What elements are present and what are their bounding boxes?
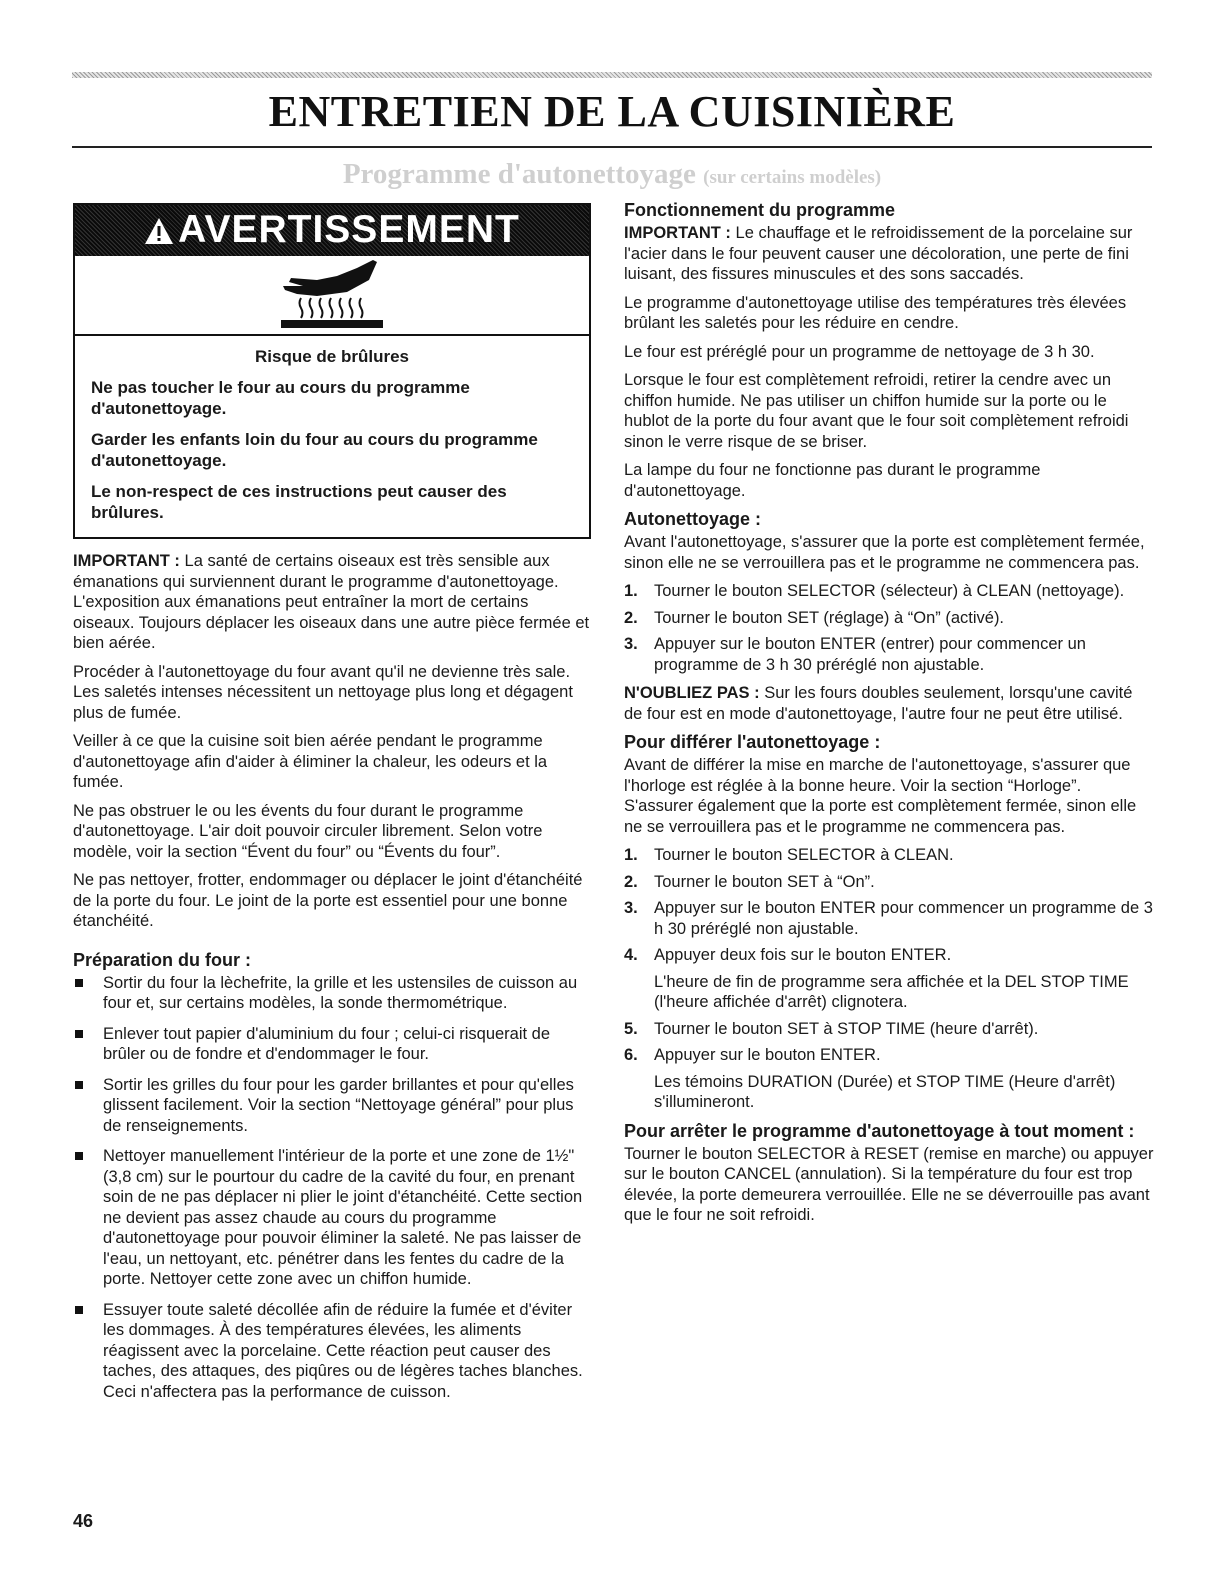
paragraph: Ne pas obstruer le ou les évents du four durant le programme d'autonettoyage. L'air doit pouvoir circuler librement. Selon votre modèle, voir la section “Évent du four” ou “Évents du four”. xyxy=(73,801,543,861)
step-item xyxy=(624,581,1154,602)
step-item xyxy=(624,608,1154,629)
list-item xyxy=(73,1300,591,1403)
list-item-text: Sortir du four la lèchefrite, la grille et les ustensiles de cuisson au four et, sur certains modèles, la sonde thermométrique. xyxy=(103,973,578,1012)
step-text: Appuyer sur le bouton ENTER pour commencer un programme de 3 h 30 préréglé non ajustable. xyxy=(654,899,1153,938)
paragraph: La lampe du four ne fonctionne pas durant le programme d'autonettoyage. xyxy=(624,461,1041,500)
bullet-icon xyxy=(75,1306,83,1314)
auto-heading: Autonettoyage : xyxy=(624,509,761,529)
step-item xyxy=(624,1019,1154,1040)
delay-heading: Pour différer l'autonettoyage : xyxy=(624,732,881,752)
step-note: Les témoins DURATION (Durée) et STOP TIME (Heure d'arrêt) s'illumineront. xyxy=(654,1072,1116,1111)
list-item-text: Enlever tout papier d'aluminium du four ; celui-ci risquerait de brûler ou de fondre et d'endommager le four. xyxy=(103,1024,551,1063)
warning-line: Le non-respect de ces instructions peut causer des brûlures. xyxy=(91,482,507,522)
list-item xyxy=(73,973,591,1014)
title-divider xyxy=(72,146,1152,148)
stop-text: Tourner le bouton SELECTOR à RESET (remise en marche) ou appuyer sur le bouton CANCEL (annulation). Si la température du four est trop élevée, la porte demeurera verrouillée. Elle ne se déverrouille pas avant que le four ne soit refroidi. xyxy=(624,1144,1154,1224)
step-number: 1. xyxy=(624,846,638,864)
step-number: 6. xyxy=(624,1046,638,1064)
prep-list xyxy=(73,973,591,1403)
warning-line: Ne pas toucher le four au cours du programme d'autonettoyage. xyxy=(91,378,470,418)
list-item-text: Sortir les grilles du four pour les garder brillantes et pour qu'elles glissent facilement. Voir la section “Nettoyage général” pour plus de renseignements. xyxy=(103,1075,574,1135)
important-text: La santé de certains oiseaux est très sensible aux émanations qui surviennent durant le programme d'autonettoyage. L'exposition aux émanations peut entraîner la mort de certains oiseaux. Toujours déplacer les oiseaux dans une autre pièce fermée et bien aérée. xyxy=(73,552,590,652)
step-text: Tourner le bouton SELECTOR (sélecteur) à CLEAN (nettoyage). xyxy=(654,582,1125,600)
warning-hazard: Risque de brûlures xyxy=(255,347,409,366)
step-number: 2. xyxy=(624,608,638,627)
remember-label: N'OUBLIEZ PAS : xyxy=(624,684,760,702)
warning-body xyxy=(75,336,589,537)
important-note xyxy=(73,551,591,654)
list-item xyxy=(73,1146,591,1290)
paragraph: Veiller à ce que la cuisine soit bien aérée pendant le programme d'autonettoyage afin d'aider à éliminer la chaleur, les odeurs et la fumée. xyxy=(73,732,548,791)
warning-icon-area xyxy=(75,256,589,336)
step-text: Appuyer sur le bouton ENTER. xyxy=(654,1046,881,1064)
left-column xyxy=(73,203,591,1412)
step-number: 4. xyxy=(624,946,638,964)
step-text: Appuyer deux fois sur le bouton ENTER. xyxy=(654,946,952,964)
step-item xyxy=(624,898,1154,939)
bullet-icon xyxy=(75,1030,83,1038)
hot-surface-hand-icon xyxy=(277,258,387,332)
prep-heading: Préparation du four : xyxy=(73,949,252,970)
step-number: 1. xyxy=(624,582,638,600)
step-text: Appuyer sur le bouton ENTER (entrer) pour commencer un programme de 3 h 30 préréglé non ajustable. xyxy=(654,635,1086,674)
paragraph: Ne pas nettoyer, frotter, endommager ou déplacer le joint d'étanchéité de la porte du four. Le joint de la porte est essentiel pour une bonne étanchéité. xyxy=(73,871,583,930)
section-subtitle: (sur certains modèles) xyxy=(703,167,882,188)
paragraph: Le programme d'autonettoyage utilise des températures très élevées brûlant les saletés pour les réduire en cendre. xyxy=(624,293,1127,332)
list-item-text: Essuyer toute saleté décollée afin de réduire la fumée et d'éviter les dommages. À des températures élevées, les aliments réagissent avec la porcelaine. Cette réaction peut causer des taches, des attaques, des piqûres ou de légères taches blanches. Ceci n'affectera pas la performance de cuisson. xyxy=(103,1300,583,1401)
step-item xyxy=(624,872,1154,893)
bullet-icon xyxy=(75,1081,83,1089)
auto-steps xyxy=(624,581,1154,675)
bullet-icon xyxy=(75,1152,83,1160)
auto-intro: Avant l'autonettoyage, s'assurer que la porte est complètement fermée, sinon elle ne se verrouillera pas et le programme ne commencera pas. xyxy=(624,533,1145,572)
step-text: Tourner le bouton SET (réglage) à “On” (activé). xyxy=(654,608,1005,627)
list-item xyxy=(73,1024,591,1065)
warning-header-text: AVERTISSEMENT xyxy=(178,208,520,252)
page-title: ENTRETIEN DE LA CUISINIÈRE xyxy=(268,87,956,136)
paragraph: Le four est préréglé pour un programme de nettoyage de 3 h 30. xyxy=(624,342,1095,361)
step-number: 2. xyxy=(624,872,638,891)
how-heading: Fonctionnement du programme xyxy=(624,200,896,220)
warning-triangle-icon xyxy=(144,217,174,245)
remember-text: Sur les fours doubles seulement, lorsqu'une cavité de four est en mode d'autonettoyage, l'autre four ne peut être utilisé. xyxy=(624,684,1133,723)
paragraph: Lorsque le four est complètement refroidi, retirer la cendre avec un chiffon humide. Ne pas utiliser un chiffon humide sur la porte ou le hublot de la porte du four avant que le four soit complètement refroidi sinon le verre risque de se briser. xyxy=(624,371,1129,451)
step-text: Tourner le bouton SET à “On”. xyxy=(654,872,875,891)
step-number: 3. xyxy=(624,899,638,917)
step-item xyxy=(624,634,1154,675)
warning-header xyxy=(75,205,589,256)
step-note: L'heure de fin de programme sera affichée et la DEL STOP TIME (l'heure affichée d'arrêt) clignotera. xyxy=(654,972,1129,1011)
section-title-text: Programme d'autonettoyage xyxy=(342,158,696,190)
stop-heading: Pour arrêter le programme d'autonettoyage à tout moment : xyxy=(624,1120,1135,1141)
step-text: Tourner le bouton SET à STOP TIME (heure d'arrêt). xyxy=(654,1019,1039,1038)
right-column xyxy=(624,200,1154,1234)
delay-steps xyxy=(624,845,1154,1113)
step-item xyxy=(624,845,1154,866)
section-title xyxy=(72,158,1152,191)
delay-intro: Avant de différer la mise en marche de l'autonettoyage, s'assurer que l'horloge est réglée à la bonne heure. Voir la section “Horloge”. S'assurer également que la porte est complètement fermée, sinon elle ne se verrouillera pas et le programme ne commencera pas. xyxy=(624,756,1137,836)
paragraph: Procéder à l'autonettoyage du four avant qu'il ne devienne très sale. Les saletés intenses nécessitent un nettoyage plus long et dégagent plus de fumée. xyxy=(73,662,573,722)
remember-note xyxy=(624,683,1154,724)
bullet-icon xyxy=(75,979,83,987)
warning-box xyxy=(73,203,591,539)
warning-line: Garder les enfants loin du four au cours du programme d'autonettoyage. xyxy=(91,430,538,470)
step-text: Tourner le bouton SELECTOR à CLEAN. xyxy=(654,846,954,864)
important-label: IMPORTANT : xyxy=(624,224,731,242)
step-item xyxy=(624,1045,1154,1113)
step-number: 3. xyxy=(624,635,638,653)
top-decorative-rule xyxy=(72,72,1152,78)
page-number: 46 xyxy=(73,1511,94,1531)
list-item xyxy=(73,1075,591,1137)
important-label: IMPORTANT : xyxy=(73,552,180,570)
step-number: 5. xyxy=(624,1019,638,1038)
important-text: Le chauffage et le refroidissement de la porcelaine sur l'acier dans le four peuvent causer une décoloration, une perte de fini luisant, des fissures minuscules et des sons saccadés. xyxy=(624,224,1133,283)
step-item xyxy=(624,945,1154,1013)
list-item-text: Nettoyer manuellement l'intérieur de la porte et une zone de 1½" (3,8 cm) sur le pourtour du cadre de la cavité du four, en prenant soin de ne pas déplacer ni plier le joint d'étanchéité. Cette section ne devient pas assez chaude au cours du programme d'autonettoyage pour pouvoir éliminer la saleté. Ne pas laisser de l'eau, un nettoyant, etc. pénétrer dans les fentes du cadre de la porte. Nettoyer cette zone avec un chiffon humide. xyxy=(103,1147,583,1288)
how-important-note xyxy=(624,223,1154,285)
